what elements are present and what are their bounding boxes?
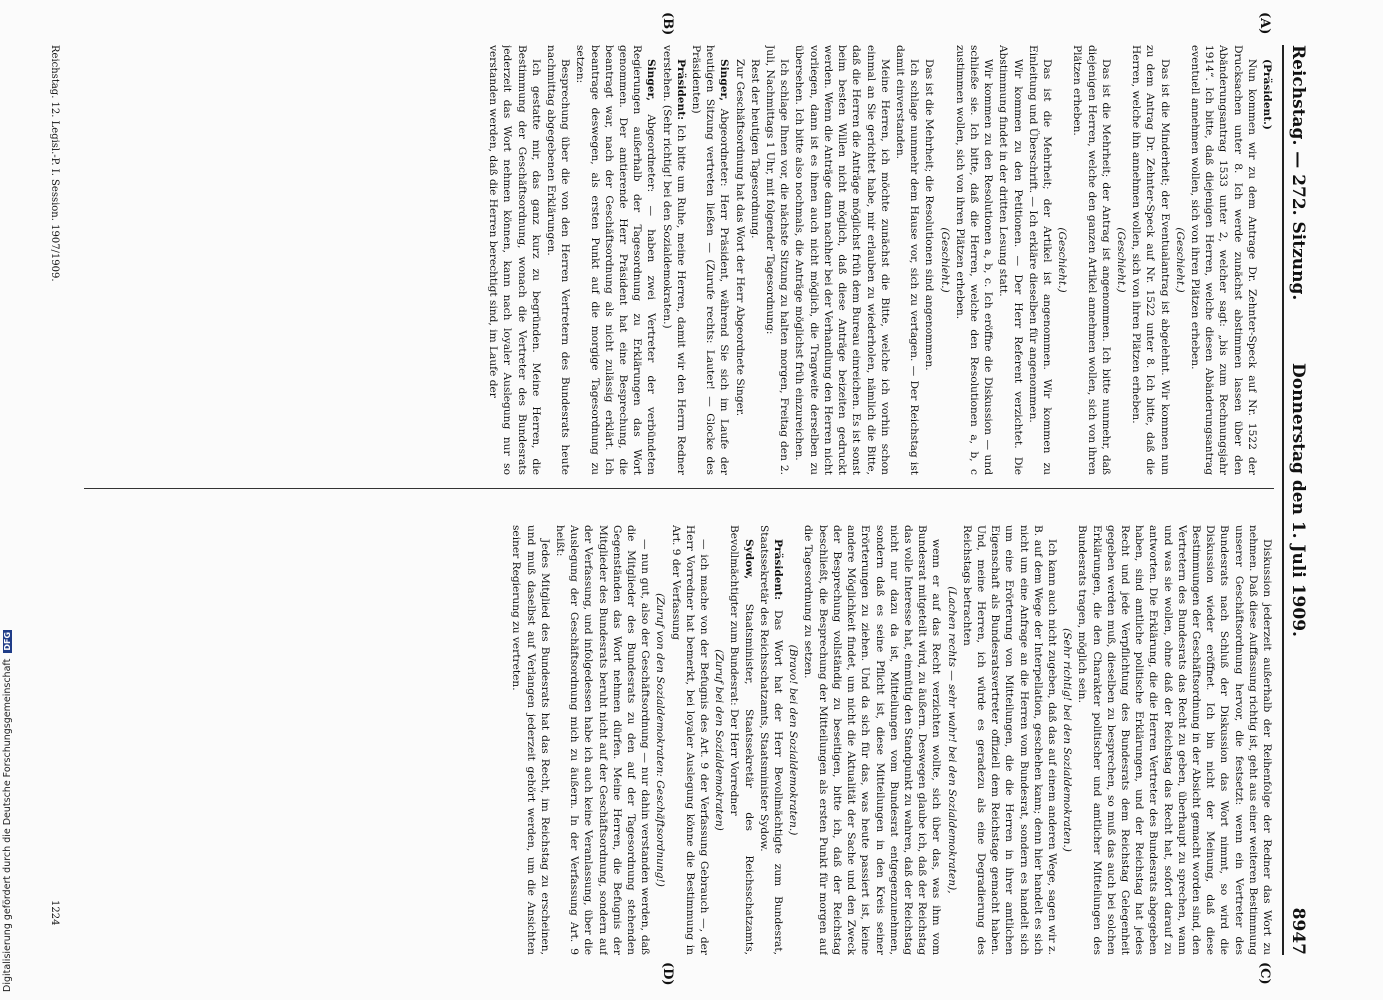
paragraph (553, 525, 652, 955)
paragraph-text: (Zuruf von den Sozialdemokraten: Geschäftsordnung!) (654, 593, 667, 887)
paragraph (1188, 45, 1259, 475)
paragraph (893, 45, 921, 475)
paragraph-text: Ich schlage nunmehr dem Hause vor, sich zu vertagen. — Der Reichstag ist damit einverstanden. (893, 45, 921, 475)
speaker-name: Präsident: (674, 59, 687, 121)
paragraph-text: (Geschieht.) (1173, 227, 1186, 293)
dfg-logo: DFG (3, 631, 12, 651)
paragraph (763, 45, 791, 475)
paragraph (573, 45, 658, 475)
paragraph-text: Wir kommen zu den Petitionen. — Der Herr Referent verzichtet. Die Abstimmung findet in der dritten Lesung statt. (997, 45, 1024, 475)
paragraph-text: Ich schlage Ihnen vor, die nächste Sitzung zu halten morgen, Freitag den 2. Juli, Nachmittags 1 Uhr, mit folgender Tagesordnung: (764, 45, 791, 475)
footer-session: Reichstag. 12. Legisl.-P. I. Session. 1907/1909. (49, 45, 60, 282)
paragraph-text: Das ist die Mehrheit; der Artikel ist angenommen. Wir kommen zu Einleitung und Überschrift. — Ich erkläre dieselben für angenommen. (1026, 45, 1053, 475)
paragraph-text: Diskussion jederzeit außerhalb der Reihenfolge der Redner das Wort zu nehmen. Daß diese Auffassung richtig ist, geht aus einer weiteren Bestimmung unserer Geschäftsordnung hervor, die festsetzt: wenn ein Vertreter des Bundesrats nach Schluß der Diskussion das Wort nimmt, so wird die Diskussion wieder eröffnet. Ich bin nicht der Meinung, daß diese Bestimmungen der Geschäftsordnung in der Absicht gemacht worden sind, den Vertretern des Bundesrats das Recht zu geben, überhaupt zu sprechen, wann und was sie wollen, ohne daß der Reichstag das Recht hat, sofort darauf zu antworten. Die Erklärung, die die Herren Vertreter des Bundesrats abgegeben haben, sind amtliche politische Erklärungen, und der Reichstag hat jedes Recht und jede Verpflichtung des Bundesrats dem Reichstag Gelegenheit gegeben werden muß, dieselben zu besprechen, so muß das auch bei solchen Erklärungen, die den Charakter politischer und amtlicher Mitteilungen des Bundesrats tragen, möglich sein. (1076, 525, 1273, 955)
paragraph (922, 45, 936, 475)
paragraph (792, 45, 891, 475)
paragraph (748, 45, 762, 475)
paragraph-text: (Geschieht.) (1114, 227, 1127, 293)
header-date: Donnerstag den 1. Juli 1909. (1288, 363, 1308, 637)
paragraph-text: Wir kommen zu den Resolutionen a, b, c. Ich eröffne die Diskussion — und schließe sie. Ich bitte, daß die Herren, welche den Resolutionen a, b, c zustimmen wollen, sich von ihren Plätzen erheben. (953, 45, 995, 475)
paragraph (960, 525, 1059, 955)
paragraph-text: wenn er auf das Recht verzichten wollte, sich über das, was ihm vom Bundesrat mitgeteilt wird, zu äußern. Deswegen glaube ich, daß der Reichstag das volle Interesse hat, einmütig den Standpunkt zu wahren, daß der Reichstag nicht nur dazu da ist, Mitteilungen vom Bundesrat entgegenzunehmen, sondern daß es seine Pflicht ist, diese Mitteilungen in den Kreis seiner Erörterungen zu ziehen. Und da sich für das, was heute passiert ist, keine andere Möglichkeit findet, um nicht die Aktualität der Sache und den Zweck der Besprechung vollständig zu beseitigen, bitte ich, daß der Reichstag beschließt, die Besprechung der Mitteilungen als ersten Punkt für morgen auf die Tagesordnung zu setzen. (802, 525, 943, 955)
paragraph (996, 45, 1024, 475)
column-divider (84, 488, 1274, 489)
paragraph (1070, 45, 1113, 475)
right-text-column (64, 525, 1274, 955)
speaker-name: (Präsident.) (1261, 59, 1273, 130)
paragraph-text: (Geschieht.) (938, 227, 951, 293)
paragraph-text: (Sehr richtig! bei den Sozialdemokraten.) (1061, 628, 1074, 852)
paragraph-text: (Lachen rechts — sehr wahr! bei den Sozialdemokraten), (945, 586, 958, 894)
paragraph (944, 525, 958, 955)
paragraph-text: Abgeordneter: Herr Präsident, während Sie sich im Laufe der heutigen Sitzung vertreten ließen — (Zurufe rechts: Lauter! — Glocke des Präsidenten) (690, 45, 731, 475)
left-text-column (64, 45, 1274, 475)
paragraph (1114, 45, 1128, 475)
paragraph (937, 45, 951, 475)
speaker-name: Singer, (645, 59, 658, 102)
digitization-credit (2, 630, 13, 992)
paragraph-text: (Geschieht.) (1056, 227, 1069, 293)
paragraph (732, 45, 746, 475)
paragraph (668, 525, 711, 955)
paragraph (1075, 525, 1274, 955)
margin-marker-a: (A) (1257, 12, 1272, 35)
paragraph-text: Zur Geschäftsordnung hat das Wort der Herr Abgeordnete Singer. (733, 59, 746, 417)
paragraph (509, 525, 552, 955)
credit-text: Digitalisierung gefördert durch die Deutsche Forschungsgemeinschaft (2, 658, 13, 992)
paragraph (544, 45, 572, 475)
paragraph (1060, 525, 1074, 955)
paragraph-text: Ich gestatte mir, das ganz kurz zu begründen. Meine Herren, die Bestimmung der Geschäftsordnung, wonach die Vertreter des Bundesrats jederzeit das Wort nehmen können, kann nach loyaler Auslegung nur so verstanden werden, daß die Herren berechtigt sind, im Laufe der (487, 45, 542, 475)
paragraph (712, 525, 726, 955)
page-header (1282, 45, 1312, 955)
paragraph (953, 45, 996, 475)
paragraph (1129, 45, 1172, 475)
paragraph (727, 525, 755, 955)
paragraph (1055, 45, 1069, 475)
header-rule (1282, 45, 1284, 955)
paragraph (801, 525, 943, 955)
paragraph-text: Abgeordneter: — haben zwei Vertreter der verbündeten Regierungen außerhalb der Tagesordnung zu Erklärungen das Wort genommen. Der amtierende Herr Präsident hat eine Besprechung, die beantragt war, nach der Geschäftsordnung als nicht zulässig erklärt. Ich beantrage deswegen, als ersten Punkt auf die morgige Tagesordnung zu setzen: (574, 45, 658, 475)
paragraph-text: (Zuruf bei den Sozialdemokraten) (713, 649, 726, 831)
paragraph-text: Rest der heutigen Tagesordnung. (748, 59, 761, 239)
paragraph-text: Meine Herren, ich möchte zunächst die Bitte, welche ich vorhin schon einmal an Sie gerichtet habe, mir erlauben zu wiederholen, nämlich die Bitte, daß die Herren die Anträge möglichst früh dem Bureau einreichen. Es ist sonst beim besten Willen nicht möglich, daß diese Anträge beizeiten gedruckt werden. Wenn die Anträge dann nachher bei der Verhandlung den Herren nicht vorliegen, dann ist es ihnen auch nicht möglich, die Tragweite derselben zu übersehen. Ich bitte also nochmals, die Anträge möglichst früh einzureichen. (793, 45, 891, 475)
margin-marker-d: (D) (660, 962, 675, 986)
margin-marker-b: (B) (660, 12, 675, 36)
paragraph-text: Ich bitte um Ruhe, meine Herren, damit wir den Herrn Redner verstehen. (Sehr richtig! bei den Sozialdemokraten.) (660, 45, 687, 475)
paragraph (653, 525, 667, 955)
paragraph (486, 45, 543, 475)
paragraph-text: — ich mache von der Befugnis des Art. 9 der Verfassung Gebrauch —, der Herr Vorredner hat bemerkt, bei loyaler Auslegung könne die Bestimmung in Art. 9 der Verfassung (669, 525, 711, 955)
speaker-name: Singer, (718, 59, 731, 102)
paragraph (1026, 45, 1054, 475)
paragraph-text: Besprechung über die von den Herren Vertretern des Bundesrats heute nachmittag abgegebenen Erklärungen. (545, 45, 572, 475)
paragraph-text: Das ist die Mehrheit; die Resolutionen sind angenommen. (923, 59, 936, 371)
paragraph (659, 45, 687, 475)
paragraph (1260, 45, 1274, 475)
paragraph (757, 525, 785, 955)
paragraph-text: — nun gut, also der Geschäftsordnung — nur dahin verstanden werden, daß die Mitglieder des Bundesrats zu den auf der Tagesordnung stehenden Gegenständen das Wort nehmen dürfen. Meine Herren, die Befugnis der Mitglieder des Bundesrats beruht nicht auf der Geschäftsordnung, sondern auf der Verfassung, und infolgedessen habe ich auch keine Veranlassung, über die Auslegung der Geschäftsordnung mich zu äußern. In der Verfassung Art. 9 heißt: (554, 525, 652, 955)
paragraph-text: Das ist die Minderheit; der Eventualantrag ist abgelehnt. Wir kommen nun zu dem Antrag Dr. Zehnter-Speck auf Nr. 1522 unter 8. Ich bitte, daß die Herren, welche ihn annehmen wollen, sich von ihren Plätzen erheben. (1130, 45, 1171, 475)
paragraph (689, 45, 732, 475)
paragraph-text: Das ist die Mehrheit; der Antrag ist angenommen. Ich bitte nunmehr, daß diejenigen Herren, welche den ganzen Artikel annehmen wollen, sich von ihren Plätzen erheben. (1071, 45, 1112, 475)
footer-number: 1224 (49, 900, 60, 926)
margin-marker-c: (C) (1257, 962, 1272, 985)
paragraph-text: Jedes Mitglied des Bundesrats hat das Recht, im Reichstag zu erscheinen, und muß daselbst auf Verlangen jederzeit gehört werden, um die Ansichten seiner Regierung zu vertreten. (510, 525, 551, 955)
paragraph-text: Nun kommen wir zu dem Antrage Dr. Zehnter-Speck auf Nr. 1522 der Drucksachen unter 8. Ich werde zunächst abstimmen lassen über den Abänderungsantrag 1533 unter 2, welcher sagt: „bis zum Rechnungsjahr 1914“. Ich bitte, daß diejenigen Herren, welche diesen Abänderungsantrag eventuell annehmen wollen, sich von ihren Plätzen erheben. (1188, 45, 1258, 475)
paragraph (786, 525, 800, 955)
header-left: Reichstag. — 272. Sitzung. (1288, 45, 1308, 301)
paragraph-text: Ich kann auch nicht zugeben, daß das auf einem anderen Wege, sagen wir z. B. auf dem Wege der Interpellation, geschehen kann; denn hier handelt es sich nicht um eine Anfrage an die Herren vom Bundesrat, sondern es handelt sich um eine Erörterung von Mitteilungen, die die Herren in ihrer amtlichen Eigenschaft als Bundesratsvertreter offiziell dem Reichstage gemacht haben. Und, meine Herren, ich würde es geradezu als eine Degradierung des Reichstags betrachten (960, 525, 1058, 955)
paragraph-text: (Bravo! bei den Sozialdemokraten.) (787, 644, 800, 836)
speaker-name: Präsident: (772, 539, 785, 601)
speaker-name: Sydow, (742, 539, 755, 580)
paragraph (1173, 45, 1187, 475)
paragraph-text: Das Wort hat der Herr Bevollmächtigte zum Bundesrat, Staatssekretär des Reichsschatzamts, Staatsminister Sydow. (757, 525, 785, 955)
paragraph-text: Staatsminister, Staatssekretär des Reichsschatzamts, Bevollmächtigter zum Bundesrat: Der Herr Vorredner (728, 525, 755, 955)
page-number: 8947 (1288, 907, 1308, 955)
